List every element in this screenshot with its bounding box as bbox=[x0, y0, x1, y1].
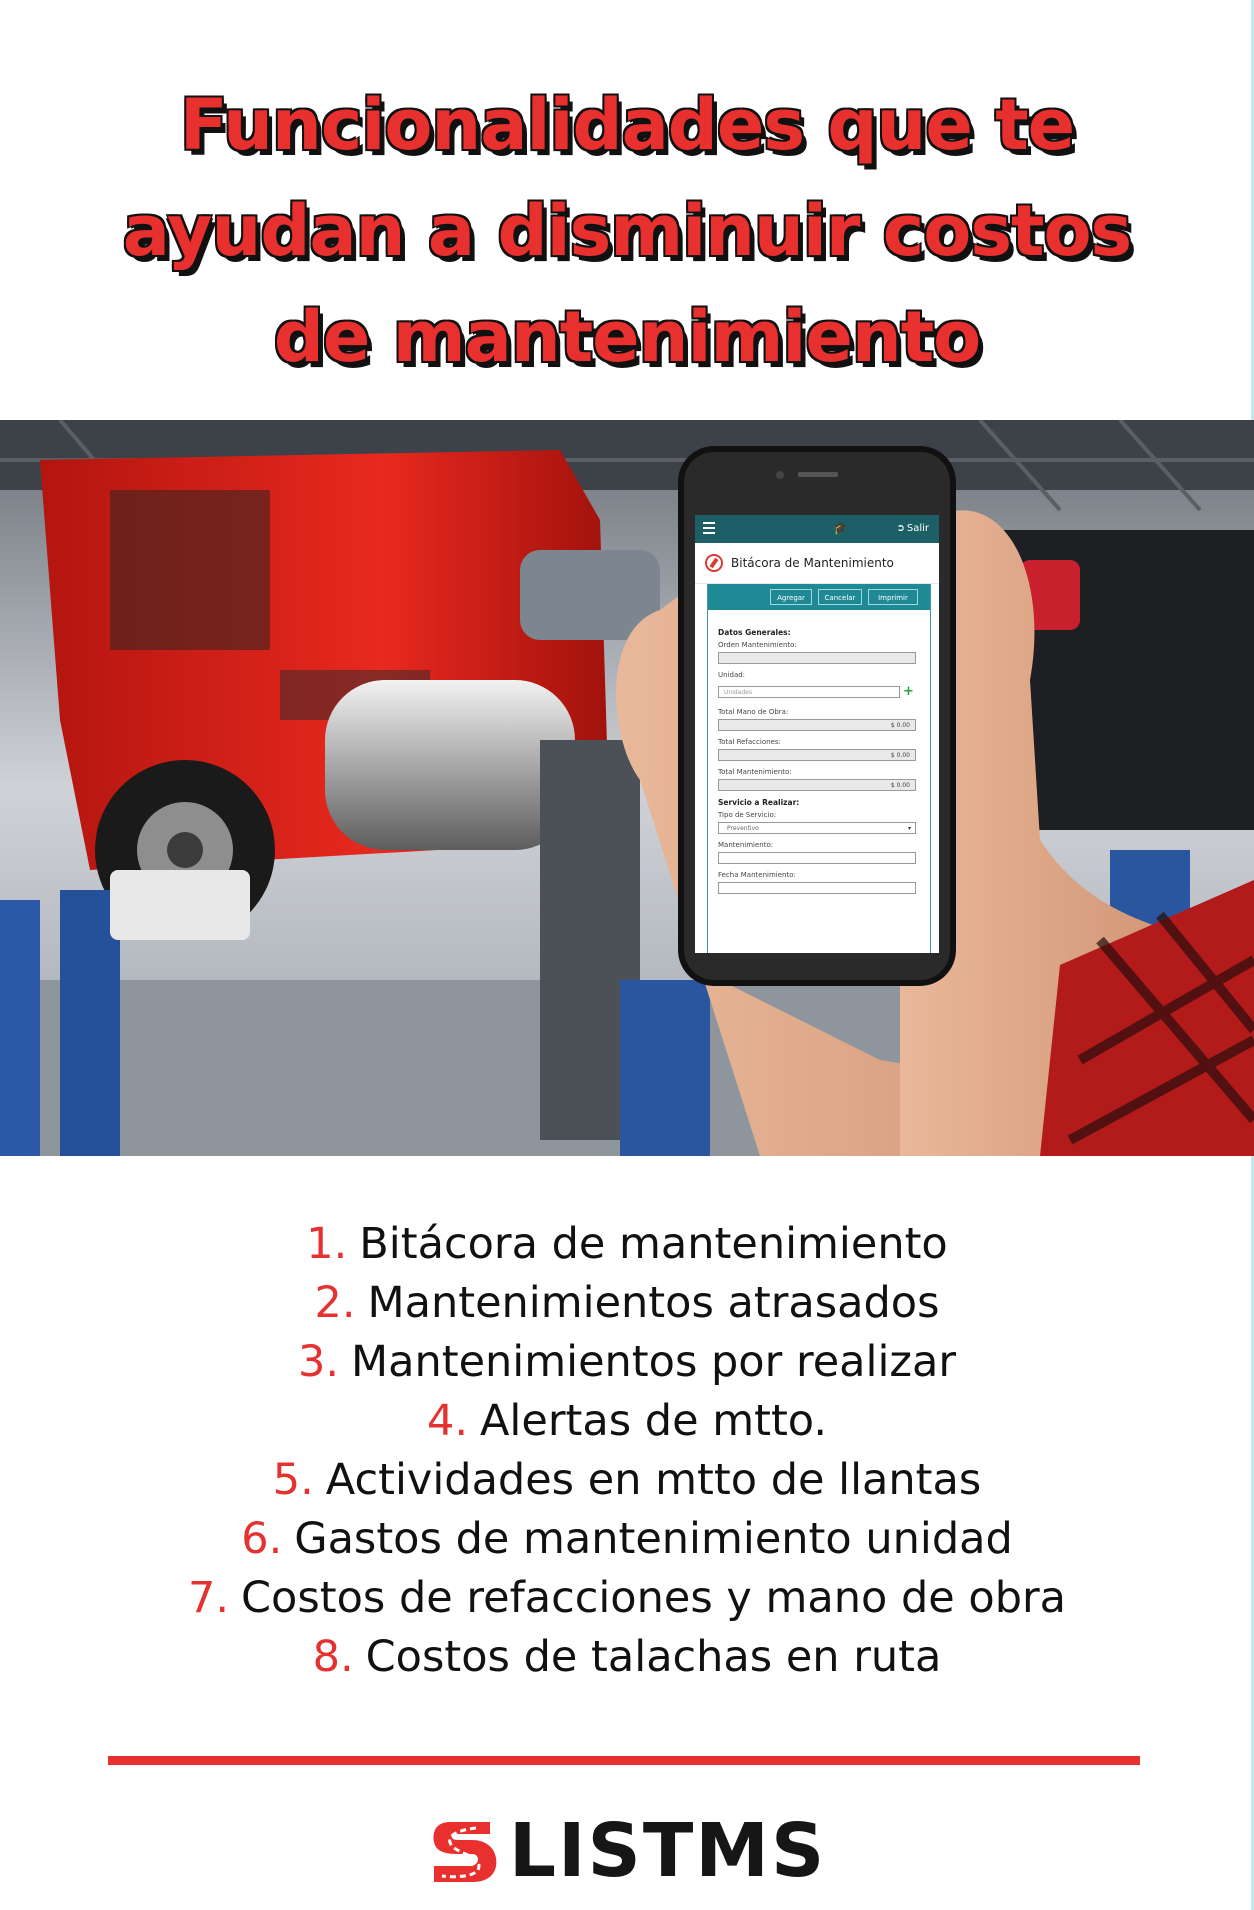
list-number: 1. bbox=[306, 1219, 348, 1269]
list-text: Mantenimientos atrasados bbox=[367, 1278, 940, 1328]
section-general: Datos Generales: bbox=[718, 628, 791, 637]
fecha-field[interactable] bbox=[718, 882, 916, 894]
list-text: Bitácora de mantenimiento bbox=[359, 1219, 948, 1269]
logout-icon: ➲ bbox=[896, 523, 905, 534]
button-bar bbox=[708, 584, 930, 610]
total-mtto-field: $ 0.00 bbox=[718, 779, 916, 791]
divider bbox=[108, 1756, 1140, 1765]
title-line-2: ayudan a disminuir costos bbox=[122, 190, 1132, 272]
road-s-icon bbox=[428, 1816, 500, 1886]
workshop-illustration bbox=[0, 420, 1254, 1156]
list-item bbox=[0, 1451, 1254, 1510]
maintenance-form bbox=[708, 610, 930, 894]
graduation-cap-icon[interactable]: 🎓 bbox=[833, 521, 848, 535]
list-number: 4. bbox=[426, 1396, 468, 1446]
list-item bbox=[0, 1510, 1254, 1569]
form-panel bbox=[707, 584, 931, 953]
list-item bbox=[0, 1215, 1254, 1274]
brand-logo bbox=[0, 1808, 1254, 1894]
unidad-label: Unidad: bbox=[718, 671, 746, 679]
hamburger-menu-icon[interactable] bbox=[703, 522, 715, 534]
logout-button[interactable] bbox=[896, 523, 929, 534]
brand-name: LISTMS bbox=[508, 1808, 827, 1894]
list-item bbox=[0, 1392, 1254, 1451]
list-number: 5. bbox=[272, 1455, 314, 1505]
list-item bbox=[0, 1333, 1254, 1392]
list-number: 2. bbox=[314, 1278, 356, 1328]
tipo-servicio-select[interactable]: Preventivo ▾ bbox=[718, 822, 916, 834]
hero-photo bbox=[0, 420, 1254, 1156]
page-title bbox=[0, 72, 1254, 390]
list-text: Costos de refacciones y mano de obra bbox=[241, 1573, 1067, 1623]
list-number: 3. bbox=[297, 1337, 340, 1387]
list-number: 6. bbox=[241, 1514, 283, 1564]
add-button[interactable]: Agregar bbox=[770, 589, 812, 605]
print-button[interactable]: Imprimir bbox=[868, 589, 918, 605]
list-number: 7. bbox=[187, 1573, 229, 1623]
list-item bbox=[0, 1628, 1254, 1687]
mano-obra-field: $ 0.00 bbox=[718, 719, 916, 731]
add-unit-icon[interactable]: + bbox=[903, 684, 914, 699]
unidad-field[interactable]: Unidades bbox=[718, 686, 900, 698]
refacciones-label: Total Refacciones: bbox=[718, 738, 781, 746]
app-bar bbox=[695, 515, 939, 543]
app-header bbox=[695, 543, 939, 584]
tipo-servicio-label: Tipo de Servicio: bbox=[718, 811, 777, 819]
orden-field[interactable] bbox=[718, 652, 916, 664]
features-list bbox=[0, 1215, 1254, 1687]
refacciones-field: $ 0.00 bbox=[718, 749, 916, 761]
mantenimiento-field[interactable] bbox=[718, 852, 916, 864]
total-mtto-label: Total Mantenimiento: bbox=[718, 768, 792, 776]
cancel-button[interactable]: Cancelar bbox=[818, 589, 862, 605]
logout-label: Salir bbox=[906, 523, 929, 534]
list-text: Actividades en mtto de llantas bbox=[325, 1455, 982, 1505]
list-text: Alertas de mtto. bbox=[480, 1396, 828, 1446]
list-text: Mantenimientos por realizar bbox=[351, 1337, 956, 1387]
title-line-3: de mantenimiento bbox=[273, 296, 981, 378]
section-service: Servicio a Realizar: bbox=[718, 798, 800, 807]
mano-obra-label: Total Mano de Obra: bbox=[718, 708, 789, 716]
orden-label: Orden Mantenimiento: bbox=[718, 641, 797, 649]
list-number: 8. bbox=[312, 1632, 354, 1682]
app-logo-icon bbox=[705, 554, 723, 572]
list-text: Costos de talachas en ruta bbox=[365, 1632, 942, 1682]
app-title: Bitácora de Mantenimiento bbox=[731, 556, 894, 570]
list-item bbox=[0, 1274, 1254, 1333]
fecha-label: Fecha Mantenimiento: bbox=[718, 871, 796, 879]
mantenimiento-label: Mantenimiento: bbox=[718, 841, 774, 849]
list-item bbox=[0, 1569, 1254, 1628]
title-line-1: Funcionalidades que te bbox=[179, 84, 1075, 166]
phone-screen bbox=[695, 515, 939, 953]
list-text: Gastos de mantenimiento unidad bbox=[294, 1514, 1013, 1564]
